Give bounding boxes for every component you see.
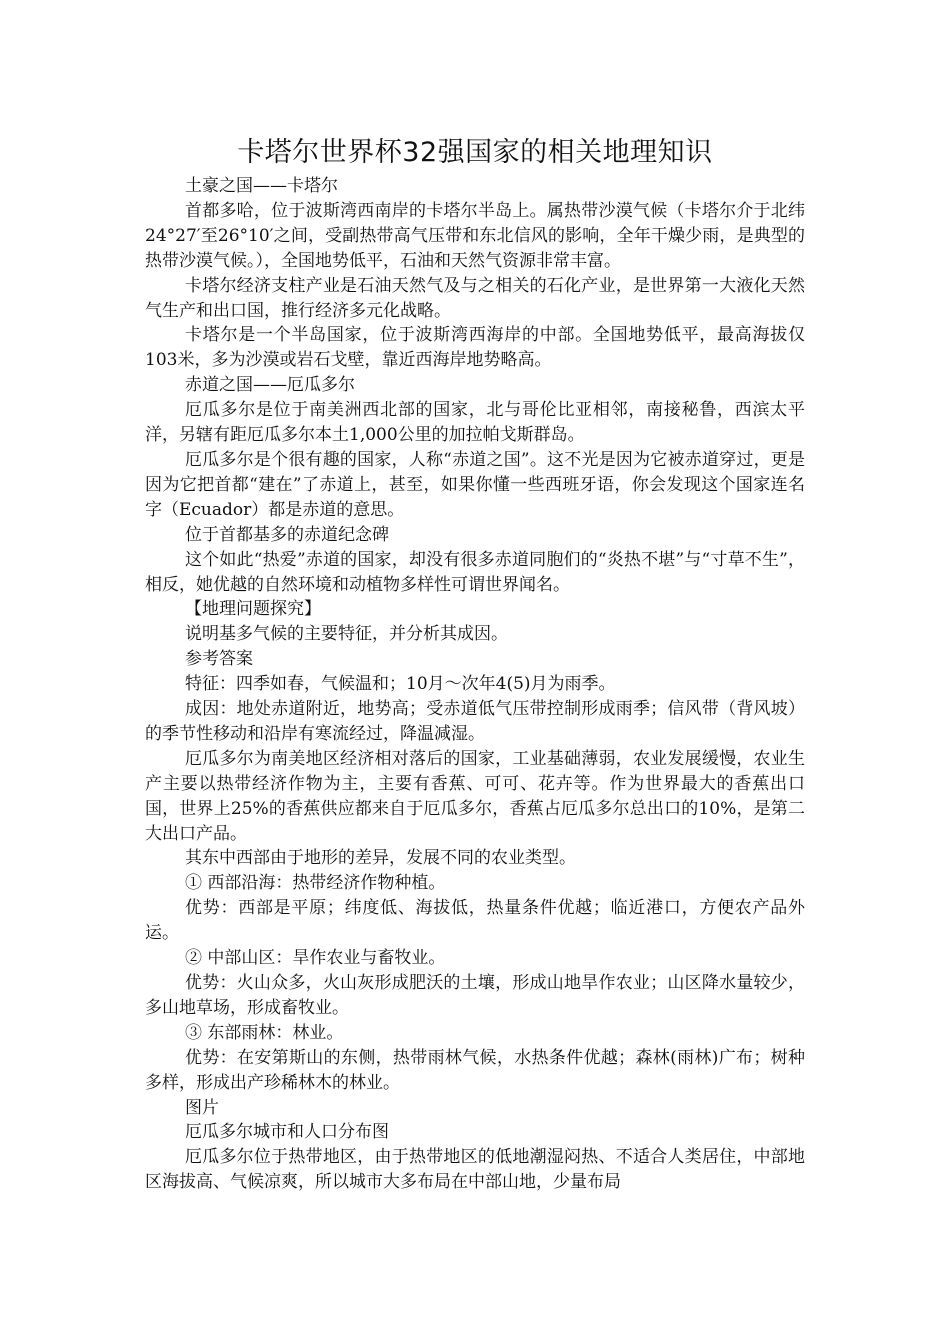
list-item: ③ 东部雨林：林业。 (185, 1022, 344, 1043)
document-body (145, 174, 805, 1195)
paragraph: 卡塔尔经济支柱产业是石油天然气及与之相关的石化产业，是世界第一大液化天然气生产和出口国，推行经济多元化战略。 (145, 275, 805, 321)
paragraph: 厄瓜多尔为南美地区经济相对落后的国家，工业基础薄弱，农业发展缓慢，农业生产主要以热带经济作物为主，主要有香蕉、可可、花卉等。作为世界最大的香蕉出口国，世界上25%的香蕉供应都来自于厄瓜多尔，香蕉占厄瓜多尔总出口的10%，是第二大出口产品。 (145, 748, 805, 844)
list-item: ② 中部山区：旱作农业与畜牧业。 (185, 948, 446, 969)
image-placeholder-label: 图片 (185, 1097, 219, 1118)
answer-paragraph: 成因：地处赤道附近，地势高；受赤道低气压带控制形成雨季；信风带（背风坡）的季节性移动和沿岸有寒流经过，降温减湿。 (145, 699, 805, 744)
question-text: 说明基多气候的主要特征，并分析其成因。 (185, 624, 508, 645)
paragraph: 优势：在安第斯山的东侧，热带雨林气候，水热条件优越；森林(雨林)广布；树种多样，形成出产珍稀林木的林业。 (145, 1047, 805, 1093)
document-title: 卡塔尔世界杯32强国家的相关地理知识 (237, 137, 713, 168)
paragraph: 这个如此“热爱”赤道的国家，却没有很多赤道同胞们的“炎热不堪”与“寸草不生”，相反，她优越的自然环境和动植物多样性可谓世界闻名。 (145, 549, 805, 595)
paragraph: 优势：火山众多，火山灰形成肥沃的土壤，形成山地旱作农业；山区降水量较少，多山地草场，形成畜牧业。 (145, 973, 805, 1018)
question-heading: 【地理问题探究】 (185, 599, 321, 620)
paragraph: 厄瓜多尔是位于南美洲西北部的国家，北与哥伦比亚相邻，南接秘鲁，西滨太平洋，另辖有距厄瓜多尔本土1,000公里的加拉帕戈斯群岛。 (145, 400, 805, 446)
paragraph: 卡塔尔是一个半岛国家，位于波斯湾西海岸的中部。全国地势低平，最高海拔仅103米，多为沙漠或岩石戈壁，靠近西海岸地势略高。 (145, 325, 805, 371)
list-item: ① 西部沿海：热带经济作物种植。 (185, 873, 446, 894)
paragraph: 其东中西部由于地形的差异，发展不同的农业类型。 (185, 848, 576, 869)
answer-heading: 参考答案 (185, 649, 253, 670)
image-caption: 位于首都基多的赤道纪念碑 (185, 524, 389, 545)
paragraph: 厄瓜多尔位于热带地区，由于热带地区的低地潮湿闷热、不适合人类居住，中部地区海拔高、气候凉爽，所以城市大多布局在中部山地，少量布局 (145, 1147, 805, 1193)
paragraph: 厄瓜多尔是个很有趣的国家，人称“赤道之国”。这不光是因为它被赤道穿过，更是因为它把首都“建在”了赤道上，甚至，如果你懂一些西班牙语，你会发现这个国家连名字（Ecuador）都是赤道的意思。 (145, 449, 805, 520)
section-heading-ecuador: 赤道之国——厄瓜多尔 (185, 375, 355, 396)
section-heading-qatar: 土豪之国——卡塔尔 (185, 176, 338, 196)
answer-paragraph: 特征：四季如春，气候温和；10月～次年4(5)月为雨季。 (185, 674, 616, 695)
image-caption: 厄瓜多尔城市和人口分布图 (185, 1122, 389, 1143)
paragraph: 首都多哈，位于波斯湾西南岸的卡塔尔半岛上。属热带沙漠气候（卡塔尔介于北纬24°27′至26°10′之间，受副热带高气压带和东北信风的影响，全年干燥少雨，是典型的热带沙漠气候。），全国地势低平，石油和天然气资源非常丰富。 (145, 200, 805, 271)
paragraph: 优势：西部是平原；纬度低、海拔低，热量条件优越；临近港口，方便农产品外运。 (145, 898, 805, 944)
